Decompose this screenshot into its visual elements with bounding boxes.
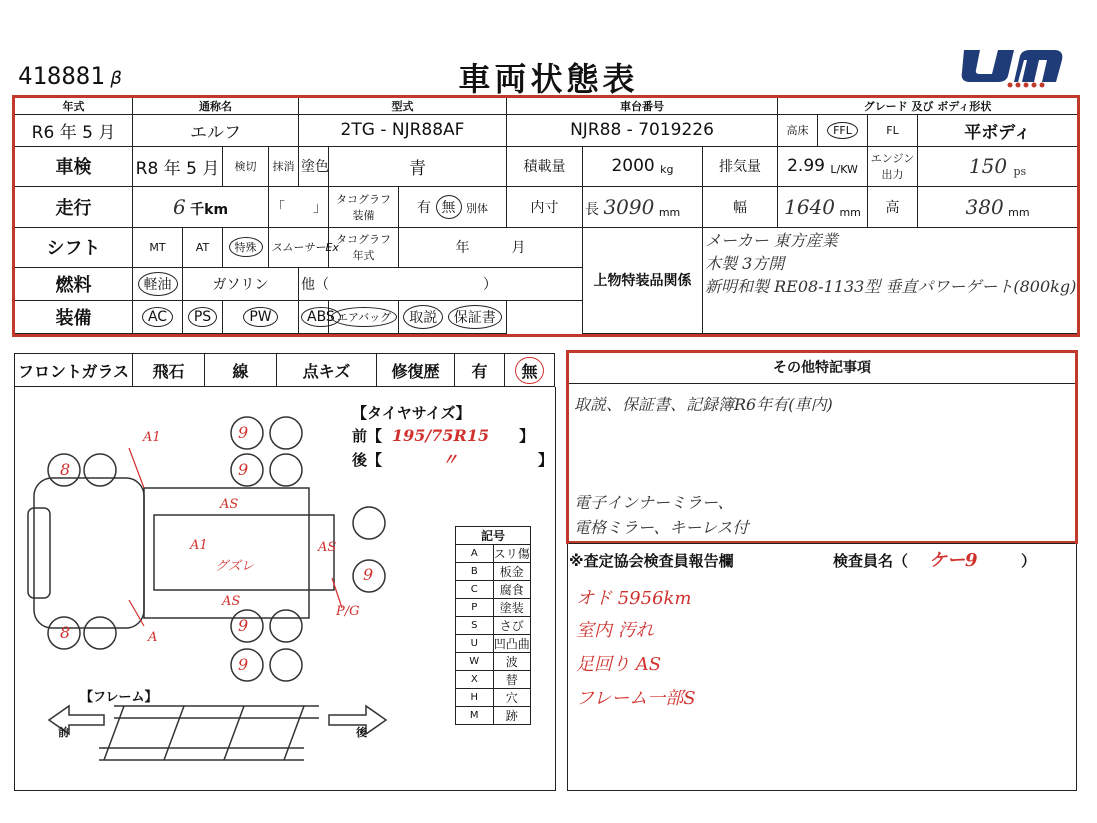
windshield-line: 線 — [205, 354, 277, 387]
inspection-line-3: 足回り AS — [576, 654, 662, 675]
shift-special-note: スムーサーEx — [269, 227, 329, 267]
model-header: 型式 — [299, 98, 507, 115]
page-title: 車両状態表 — [458, 60, 639, 98]
windshield-table — [14, 353, 555, 387]
tacho-year-label: タコグラフ年式 — [329, 227, 399, 267]
mark-a1-top: A1 — [143, 430, 161, 445]
inspection-line-4: フレーム一部S — [576, 688, 696, 709]
mileage: 6 千km — [133, 187, 269, 227]
wheel-6 — [270, 610, 302, 642]
equip-pw: PW — [223, 300, 299, 333]
fuel-other: 他（ ） — [299, 267, 583, 300]
fuel-gasoline: ガソリン — [183, 267, 299, 300]
mark-pg: P/G — [336, 604, 360, 619]
tire-depth-3: 8 — [60, 460, 71, 479]
fl-option: FL — [868, 115, 918, 147]
shift-special: 特殊 — [223, 227, 269, 267]
tire-depth-1: 9 — [238, 423, 249, 442]
equipment-label: 装備 — [15, 300, 133, 333]
engine-output: 150 ps — [918, 146, 1078, 186]
mileage-label: 走行 — [15, 187, 133, 227]
vehicle-name: エルフ — [133, 115, 299, 147]
mark-a1-center: A1 — [190, 538, 208, 553]
upper-note-2: 木製 3方開 — [705, 253, 785, 273]
inner-width: 1640 mm — [778, 187, 868, 227]
paint-color: 青 — [329, 146, 507, 186]
repair-none: 無 — [505, 354, 555, 387]
frame-front-label: 前 — [58, 726, 69, 739]
tire-depth-2: 9 — [238, 460, 249, 479]
shift-label: シフト — [15, 227, 133, 267]
upper-note-3: 新明和製 RE08-1133型 垂直パワーゲート(800kg) — [705, 276, 1077, 296]
grade-body-header: グレード 及び ボディ形状 — [778, 98, 1078, 115]
tire-depth-6: 9 — [238, 616, 249, 635]
document-suffix: β — [110, 68, 122, 89]
tire-depth-4: 9 — [363, 565, 374, 584]
notes-header: その他特記事項 — [569, 353, 1075, 384]
model-code: 2TG - NJR88AF — [299, 115, 507, 147]
fuel-label: 燃料 — [15, 267, 133, 300]
inspection-divider — [569, 543, 1075, 544]
inner-height: 380 mm — [918, 187, 1078, 227]
notes-line-1: 取説、保証書、記録簿R6年有(車内) — [574, 395, 833, 414]
year-type-header: 年式 — [15, 98, 133, 115]
upper-note-1: メーカー 東方産業 — [705, 230, 838, 250]
wheel-4 — [270, 454, 302, 486]
first-registration: R6 年 5 月 — [15, 115, 133, 147]
windshield-label: フロントガラス — [15, 354, 133, 387]
load-label: 積載量 — [507, 146, 583, 186]
ffl-option: FFL — [818, 115, 868, 147]
notes-highlight — [566, 350, 1078, 544]
cargo-bed — [154, 515, 337, 590]
inspection-label: 車検 — [15, 146, 133, 186]
windshield-scratch: 点キズ — [277, 354, 377, 387]
mileage-bracket: 「 」 — [269, 187, 329, 227]
inspection-cut: 検切 — [223, 146, 269, 186]
displacement-label: 排気量 — [703, 146, 778, 186]
tacho-equipped-label: タコグラフ装備 — [329, 187, 399, 227]
engine-output-label: エンジン出力 — [868, 146, 918, 186]
paint-label: 塗色 — [299, 146, 329, 186]
inspection-expiry: R8 年 5 月 — [133, 146, 223, 186]
load-capacity: 2000 kg — [583, 146, 703, 186]
equip-ac: AC — [133, 300, 183, 333]
tire-depth-5: 8 — [60, 623, 71, 642]
repair-history-label: 修復歴 — [377, 354, 455, 387]
displacement: 2.99 L/KW — [778, 146, 868, 186]
mark-guzure: グズレ — [215, 559, 254, 574]
inner-dims-label: 内寸 — [507, 187, 583, 227]
wheel-8 — [270, 649, 302, 681]
equip-airbag: エアバッグ — [329, 300, 399, 333]
mark-as-side: AS — [318, 540, 337, 555]
upper-equipment-label: 上物特装品関係 — [583, 227, 703, 333]
symbol-legend: 記号 A スリ傷 B 板金 C 腐食 P 塗装 S さび U 凹凸曲 W 波 X 替 H 穴 M 跡 — [455, 526, 531, 725]
width-label: 幅 — [703, 187, 778, 227]
height-label: 高 — [868, 187, 918, 227]
notes-line-3: 電格ミラー、キーレス付 — [574, 518, 749, 537]
frame-rear-label: 後 — [356, 726, 367, 739]
inspection-header: ※査定協会検査員報告欄 検査員名（ ケー9 ） — [569, 550, 1037, 571]
mark-a-bottom: A — [148, 630, 158, 645]
equip-manual-warranty: 取説 保証書 — [399, 300, 507, 333]
main-table-highlight — [12, 95, 1080, 337]
tire-size-header: 【タイヤサイズ】 — [352, 404, 471, 422]
cab-front — [28, 508, 50, 598]
tacho-year: 年 月 — [399, 227, 583, 267]
inner-length: 長 3090 mm — [583, 187, 703, 227]
fuel-diesel: 軽油 — [133, 267, 183, 300]
tacho-equipped: 有 無 別体 — [399, 187, 507, 227]
inspection-line-1: オド 5956km — [576, 588, 692, 609]
frame-label: 【フレーム】 — [80, 690, 158, 705]
equip-abs: ABS — [299, 300, 329, 333]
inspection-line-2: 室内 汚れ — [576, 620, 654, 641]
document-number: 418881 β — [18, 62, 122, 90]
shift-at: AT — [183, 227, 223, 267]
repair-yes: 有 — [455, 354, 505, 387]
company-logo — [958, 44, 1068, 88]
wheel-rl2 — [84, 617, 116, 649]
wheel-2 — [270, 417, 302, 449]
symbol-legend-title: 記号 — [456, 527, 531, 545]
mark-as-top: AS — [220, 497, 239, 512]
shift-mt: MT — [133, 227, 183, 267]
wheel-fl2 — [84, 454, 116, 486]
tire-depth-7: 9 — [238, 655, 249, 674]
tire-rear: 後【 〃 】 — [352, 450, 554, 469]
body-type: 平ボディ — [918, 115, 1078, 147]
chassis-number: NJR88 - 7019226 — [507, 115, 778, 147]
equip-ps: PS — [183, 300, 223, 333]
chassis-header: 車台番号 — [507, 98, 778, 115]
spare-1 — [353, 507, 385, 539]
high-floor-label: 高床 — [778, 115, 818, 147]
tire-front: 前【 195/75R15 】 — [352, 426, 535, 445]
windshield-chip: 飛石 — [133, 354, 205, 387]
notes-line-2: 電子インナーミラー、 — [574, 493, 734, 512]
deregistered: 抹消 — [269, 146, 299, 186]
mark-as-bottom: AS — [222, 594, 241, 609]
common-name-header: 通称名 — [133, 98, 299, 115]
